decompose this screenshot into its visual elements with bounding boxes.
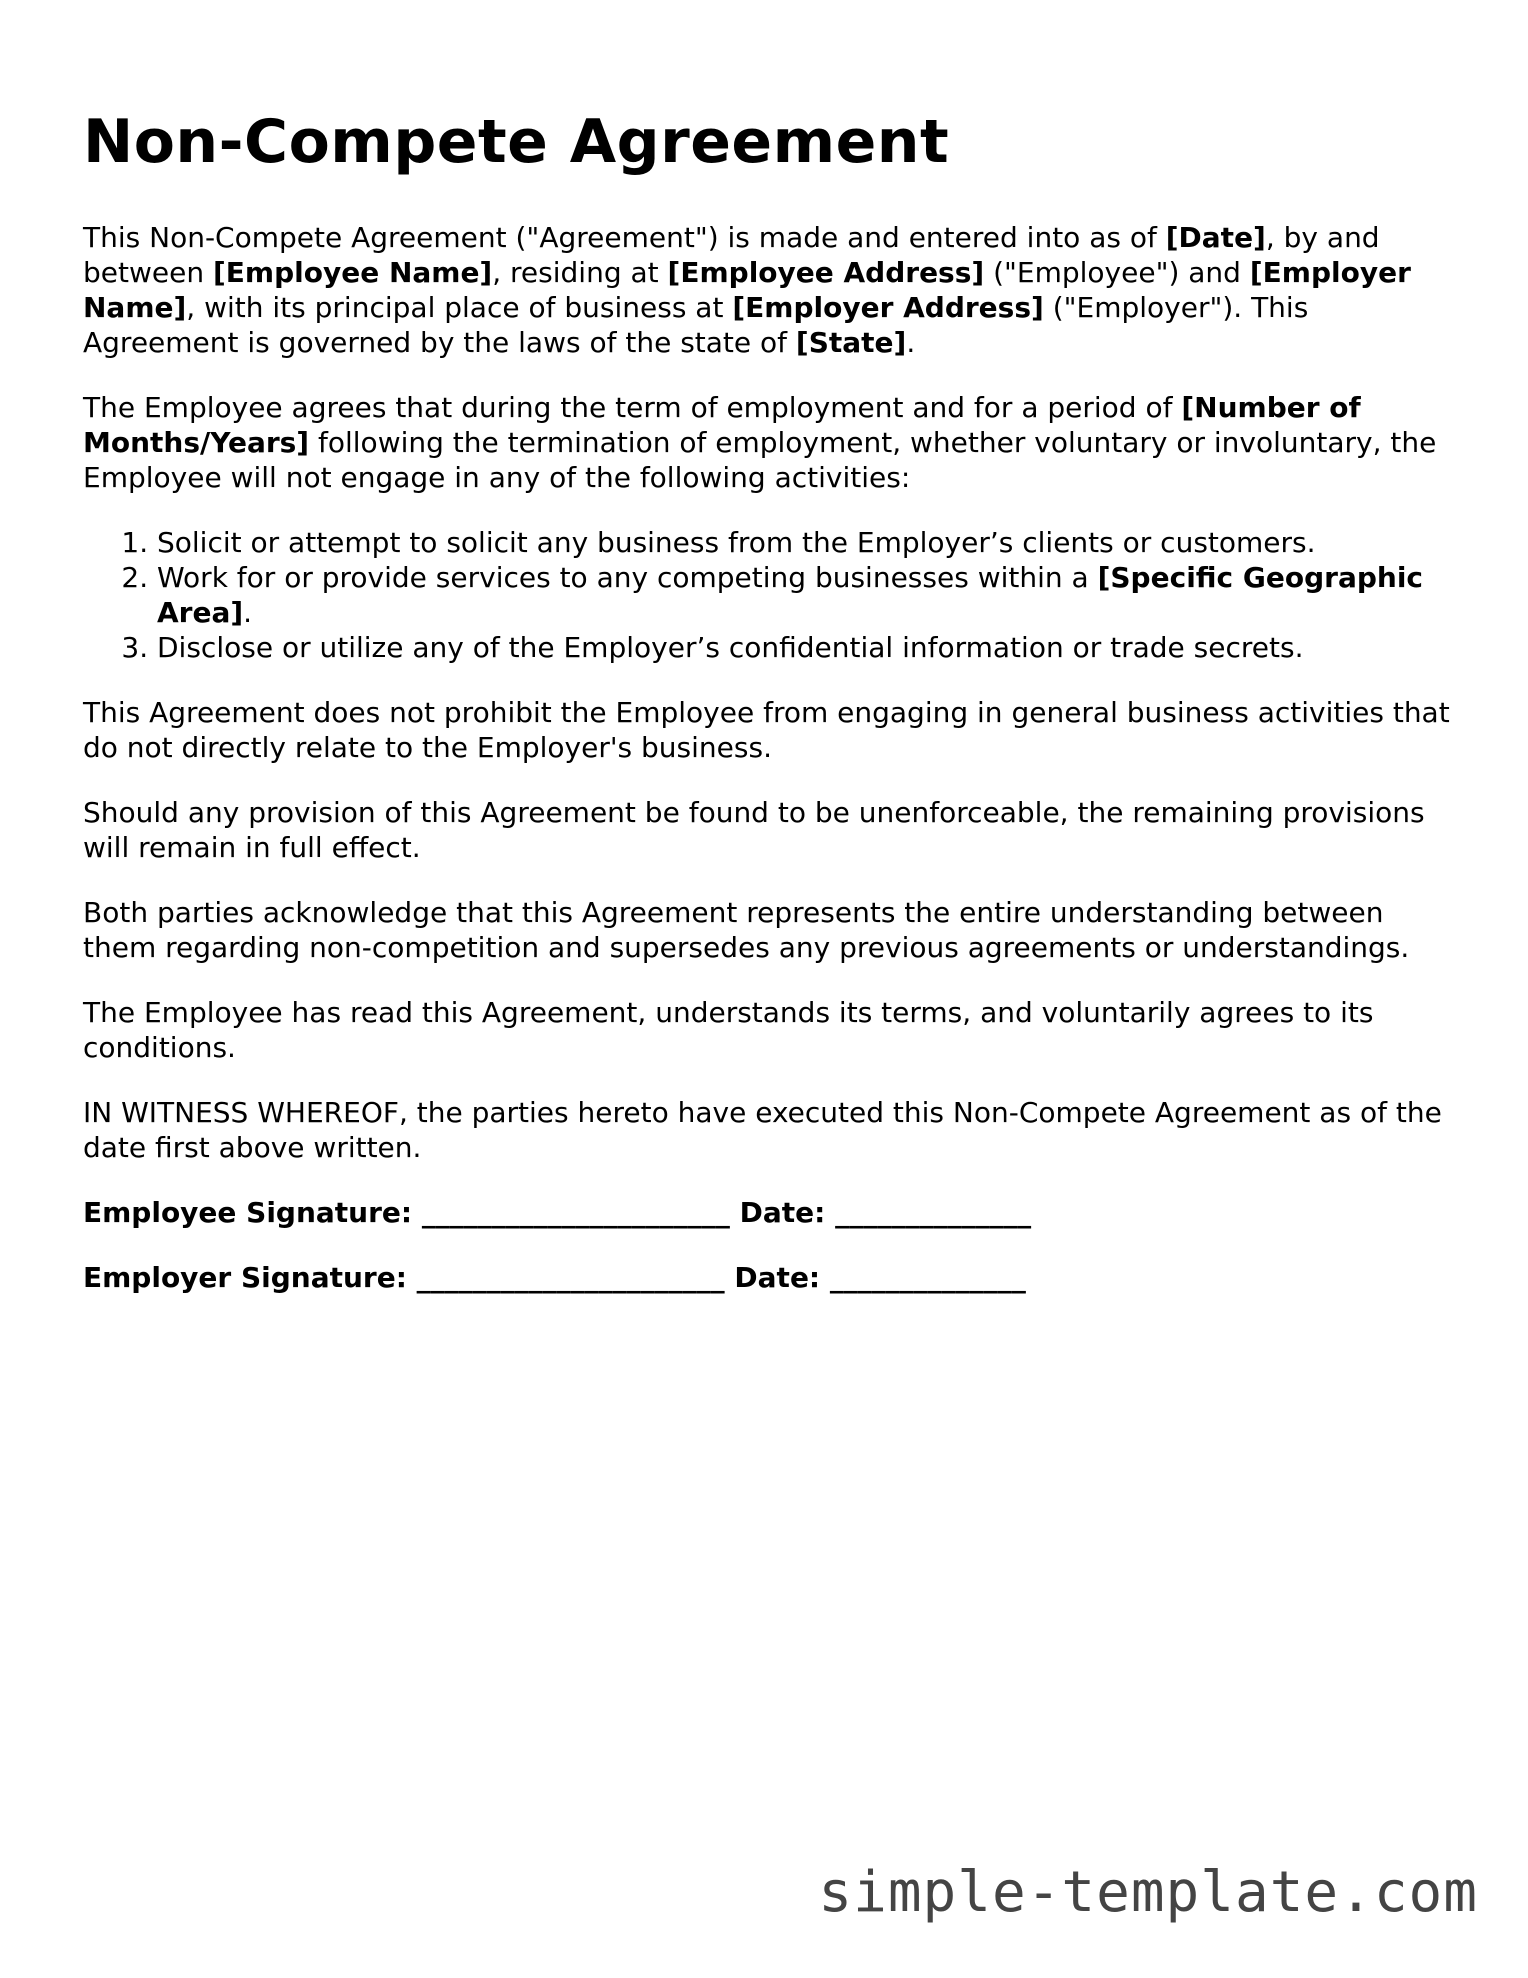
list-item: 3. Disclose or utilize any of the Employer’s confidential information or trade secrets. [157,630,1453,665]
witness-paragraph: IN WITNESS WHEREOF, the parties hereto have executed this Non-Compete Agreement as of the date first above written. [83,1096,1442,1164]
geographic-area-placeholder: [Specific Geographic Area] [157,561,1424,629]
employee-name-placeholder: [Employee Name] [212,256,493,289]
employer-signature-line: Employer Signature: ______________________ Date: ______________ [83,1261,1026,1294]
employer-address-placeholder: [Employer Address] [732,291,1044,324]
list-item: 2. Work for or provide services to any competing businesses within a [Specific Geographic Area]. [157,560,1453,630]
entire-agreement-paragraph: Both parties acknowledge that this Agreement represents the entire understanding between them regarding non-competition and supersedes any previous agreements or understandings. [83,896,1410,964]
list-item: 1. Solicit or attempt to solicit any business from the Employer’s clients or customers. [157,525,1453,560]
employee-address-placeholder: [Employee Address] [667,256,985,289]
document-page [83,106,1453,1325]
restrictions-list [83,525,1453,665]
general-business-paragraph: This Agreement does not prohibit the Employee from engaging in general business activities that do not directly relate to the Employer's business. [83,696,1450,764]
state-placeholder: [State] [795,326,907,359]
acknowledgment-paragraph: The Employee has read this Agreement, understands its terms, and voluntarily agrees to its conditions. [83,996,1374,1064]
date-placeholder: [Date] [1165,221,1266,254]
employee-signature-line: Employee Signature: ______________________ Date: ______________ [83,1196,1032,1229]
intro-paragraph: This Non-Compete Agreement ("Agreement") is made and entered into as of [Date], by and between [Employee Name], residing at [Employee Address] ("Employee") and [Employer Name], with its principal place of business at [Employer Address] ("Employer"). This Agreement is governed by the laws of the state of [State]. [83,221,1411,359]
watermark: simple-template.com [818,1860,1478,1925]
term-paragraph: The Employee agrees that during the term of employment and for a period of [Number of Months/Years] following the termination of employment, whether voluntary or involuntary, the Employee will not engage in any of the following activities: [83,391,1437,494]
document-title: Non-Compete Agreement [83,107,950,177]
employer-name-placeholder: [Employer Name] [83,256,1411,324]
severability-paragraph: Should any provision of this Agreement be found to be unenforceable, the remaining provisions will remain in full effect. [83,796,1425,864]
period-placeholder: [Number of Months/Years] [83,391,1361,459]
